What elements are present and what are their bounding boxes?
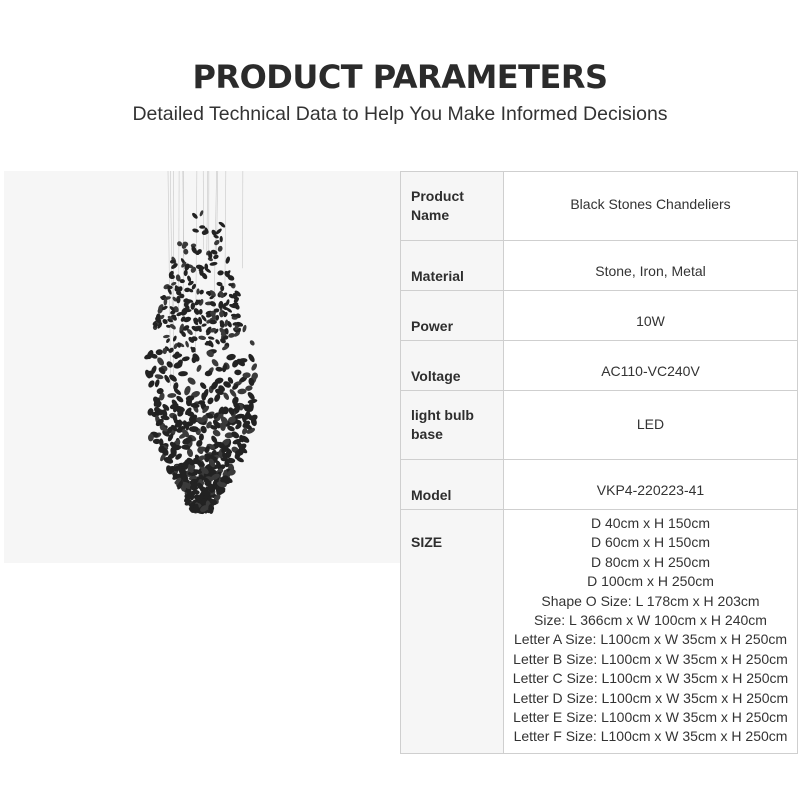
size-option: Letter C Size: L100cm x W 35cm x H 250cm <box>512 670 789 687</box>
spec-label: Voltage <box>401 341 504 391</box>
size-option: D 80cm x H 250cm <box>590 553 711 570</box>
stone <box>250 362 258 371</box>
stone <box>209 261 218 266</box>
stone <box>220 285 224 291</box>
stone <box>191 212 199 220</box>
spec-row-material <box>401 241 798 291</box>
size-option: Shape O Size: L 178cm x H 203cm <box>541 592 760 609</box>
stone <box>198 335 206 340</box>
spec-label: Product Name <box>401 172 504 241</box>
spec-label: Material <box>401 241 504 291</box>
stone <box>247 353 256 363</box>
spec-value: VKP4-220223-41 <box>504 460 798 510</box>
stone <box>199 381 208 390</box>
size-option: D 40cm x H 150cm <box>590 515 711 531</box>
stone <box>199 225 205 229</box>
stone <box>209 320 217 325</box>
stone <box>154 373 164 380</box>
size-option: Letter F Size: L100cm x W 35cm x H 250cm <box>513 728 788 745</box>
spec-row-size <box>401 510 798 754</box>
stone <box>172 335 177 342</box>
spec-row-power <box>401 291 798 341</box>
stone <box>225 256 231 264</box>
stone <box>209 300 217 308</box>
stone <box>185 340 190 347</box>
stone <box>186 376 197 386</box>
spec-row-product-name <box>401 172 798 241</box>
spec-value: Black Stones Chandeliers <box>504 172 798 241</box>
stone <box>173 351 181 360</box>
spec-row-voltage <box>401 341 798 391</box>
stone <box>228 332 236 338</box>
page-subtitle: Detailed Technical Data to Help You Make Informed Decisions <box>132 103 668 125</box>
wire <box>207 171 208 256</box>
stone <box>206 396 215 405</box>
spec-value: AC110-VC240V <box>504 341 798 391</box>
stone <box>153 439 161 444</box>
stone <box>220 236 223 242</box>
stone <box>154 379 160 388</box>
stone <box>234 369 241 375</box>
size-option: Letter B Size: L100cm x W 35cm x H 250cm <box>513 650 788 667</box>
stone <box>167 393 176 399</box>
stone <box>183 385 192 396</box>
stone <box>249 339 256 346</box>
stone <box>217 270 224 276</box>
stone <box>196 364 203 373</box>
page-title: PRODUCT PARAMETERS <box>192 58 608 96</box>
stone <box>214 338 220 345</box>
wire <box>225 171 226 287</box>
stone <box>178 371 188 377</box>
size-values <box>504 510 798 754</box>
spec-value: LED <box>504 391 798 460</box>
stone <box>183 270 188 277</box>
spec-value: 10W <box>504 291 798 341</box>
spec-value: Stone, Iron, Metal <box>504 241 798 291</box>
spec-row-model <box>401 460 798 510</box>
size-option: D 60cm x H 150cm <box>590 534 711 551</box>
stone <box>192 228 200 234</box>
spec-row-bulb-base <box>401 391 798 460</box>
stone <box>226 353 237 361</box>
stone <box>147 379 156 388</box>
spec-label: Model <box>401 460 504 510</box>
size-option: Size: L 366cm x W 100cm x H 240cm <box>534 612 767 629</box>
size-option: Letter D Size: L100cm x W 35cm x H 250cm <box>512 689 789 706</box>
spec-label: light bulb base <box>401 391 504 460</box>
spec-label: Power <box>401 291 504 341</box>
size-option: Letter A Size: L100cm x W 35cm x H 250cm <box>513 631 788 648</box>
stone <box>237 388 247 394</box>
stone <box>208 336 215 341</box>
spec-label: SIZE <box>401 510 504 754</box>
chandelier-illustration <box>4 171 400 563</box>
stone <box>155 349 163 355</box>
size-option: D 100cm x H 250cm <box>587 573 714 590</box>
stone <box>215 366 223 372</box>
wire <box>168 171 171 386</box>
stone <box>196 288 200 294</box>
spec-table <box>400 171 798 754</box>
product-image <box>4 171 400 563</box>
stone <box>212 254 219 260</box>
stone <box>210 358 220 368</box>
wire <box>170 171 172 325</box>
stone <box>199 309 203 315</box>
stone <box>201 323 207 327</box>
stone <box>163 334 170 338</box>
stone <box>217 245 223 252</box>
size-option: Letter E Size: L100cm x W 35cm x H 250cm <box>513 709 788 726</box>
